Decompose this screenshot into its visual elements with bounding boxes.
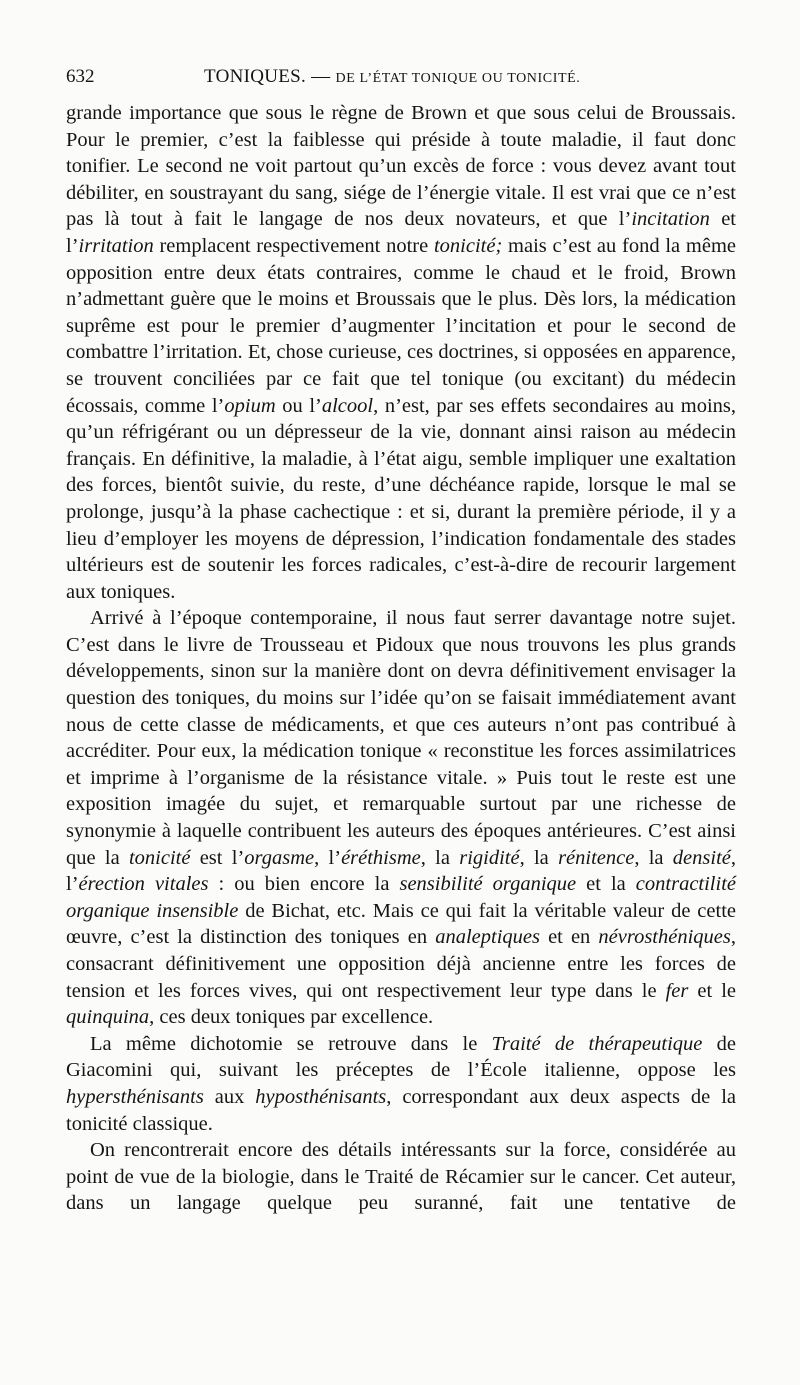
text-run: , la [420,846,460,869]
text-run: ou l’ [275,394,322,417]
paragraph-1 [66,100,736,605]
running-header [66,62,736,92]
text-run: grande importance que sous le règne de Brown et que sous celui de Broussais. Pour le premier, c’est la faiblesse qui préside à toute maladie, il faut donc tonifier. Le second ne voit partout qu’un excès de force : vous devez avant tout débiliter, en soustrayant du sang, siége de l’énergie vitale. Il est vrai que ce n’est pas là tout à fait le langage de nos deux novateurs, et que l’ [66,102,736,231]
text-run: On rencontrerait encore des détails intéressants sur la force, considérée au point de vue de la biologie, dans le Traité de Récamier sur le cancer. Cet auteur, dans un langage quelque peu suranné, fait une tentative de [66,1139,736,1215]
text-run: de Giacomini qui, suivant les préceptes de l’École italienne, oppose les [66,1032,736,1082]
text-run: remplacent respectivement notre [153,234,434,257]
text-run: La même dichotomie se retrouve dans le [90,1032,492,1055]
page-number: 632 [66,66,95,87]
text-run: , l’ [66,846,736,896]
italic-term: hypersthénisants [66,1085,204,1108]
text-run: , ces deux toniques par excellence. [149,1006,434,1029]
text-run: : ou bien encore la [208,873,400,896]
italic-term: tonicité [128,846,191,869]
paragraph-2 [66,605,736,1031]
text-run: mais c’est au fond la même opposition entre deux états contraires, comme le chaud et le froid, Brown n’admettant guère que le moins et Broussais que le plus. Dès lors, la médication suprême est pour le premier d’augmenter l’incitation et pour le second de combattre l’irritation. Et, chose curieuse, ces doctrines, si opposées en apparence, se trouvent conciliées par ce fait que tel tonique (ou excitant) du médecin écossais, comme l’ [66,234,736,417]
italic-term: alcool [321,394,374,417]
paragraph-4 [66,1137,736,1217]
text-run: et la [576,873,636,896]
text-run: et l’ [66,208,736,257]
italic-term: névrosthéniques [598,926,731,949]
italic-term: rénitence [558,846,635,869]
running-title-main: TONIQUES. — [204,66,336,87]
italic-term: fer [665,979,689,1002]
italic-term: irritation [78,234,154,257]
italic-term: érection vitales [78,873,209,896]
italic-term: tonicité; [433,234,503,257]
running-title-sub: DE L’ÉTAT TONIQUE OU TONICITÉ. [335,71,581,86]
italic-term: contractilité organique insensible [66,873,736,922]
text-run: , la [519,846,559,869]
italic-term: éréthisme [341,846,421,869]
italic-term: quinquina [66,1006,150,1029]
running-title [204,62,580,94]
text-run: et le [688,979,736,1002]
text-run: , la [634,846,673,869]
text-run: aux [203,1085,256,1108]
body-text [66,100,736,1217]
italic-term: rigidité [459,846,520,869]
italic-term: hyposthénisants [255,1085,387,1108]
text-run: Arrivé à l’époque contemporaine, il nous faut serrer davantage notre sujet. C’est dans le livre de Trousseau et Pidoux que nous trouvons les plus grands développements, sinon sur la manière dont on devra définitivement envisager la question des toniques, du moins sur l’idée qu’on se faisait immédiatement avant nous de cette classe de médicaments, et que ces auteurs n’ont pas contribué à accréditer. Pour eux, la médication tonique « reconstitue les forces assimilatrices et imprime à l’organisme de la résistance vitale. » Puis tout le reste est une exposition imagée du sujet, et remarquable surtout par une richesse de synonymie à laquelle contribuent les auteurs des époques antérieures. C’est ainsi que la [66,607,736,869]
italic-term: analeptiques [435,926,540,949]
text-run: , consacrant définitivement une opposition déjà ancienne entre les forces de tension et les forces vives, qui ont respectivement leur type dans le [66,926,736,1002]
text-run: est l’ [190,846,245,869]
text-run: , l’ [314,846,342,869]
text-run: , correspondant aux deux aspects de la tonicité classique. [66,1085,736,1135]
italic-term: densité [672,846,731,869]
text-run: de Bichat, etc. Mais ce qui fait la véritable valeur de cette œuvre, c’est la distinction des toniques en [66,899,736,949]
text-run: , n’est, par ses effets secondaires au moins, qu’un réfrigérant ou un dépresseur de la vie, donnant ainsi raison au médecin français. En définitive, la maladie, à l’état aigu, semble impliquer une exaltation des forces, bientôt suivie, du reste, d’une déchéance rapide, lorsque le mal se prolonge, jusqu’à la phase cachectique : et si, durant la première période, il y a lieu d’employer les moyens de dépression, l’indication fondamentale des stades ultérieurs est de soutenir les forces radicales, c’est-à-dire de recourir largement aux toniques. [66,394,737,603]
italic-term: orgasme [244,846,315,869]
italic-term: sensibilité organique [399,873,577,896]
italic-term: opium [224,394,276,417]
italic-term: Traité de thérapeutique [491,1032,703,1055]
text-run: et en [539,926,599,949]
italic-term: incitation [631,208,710,231]
paragraph-3 [66,1031,736,1137]
